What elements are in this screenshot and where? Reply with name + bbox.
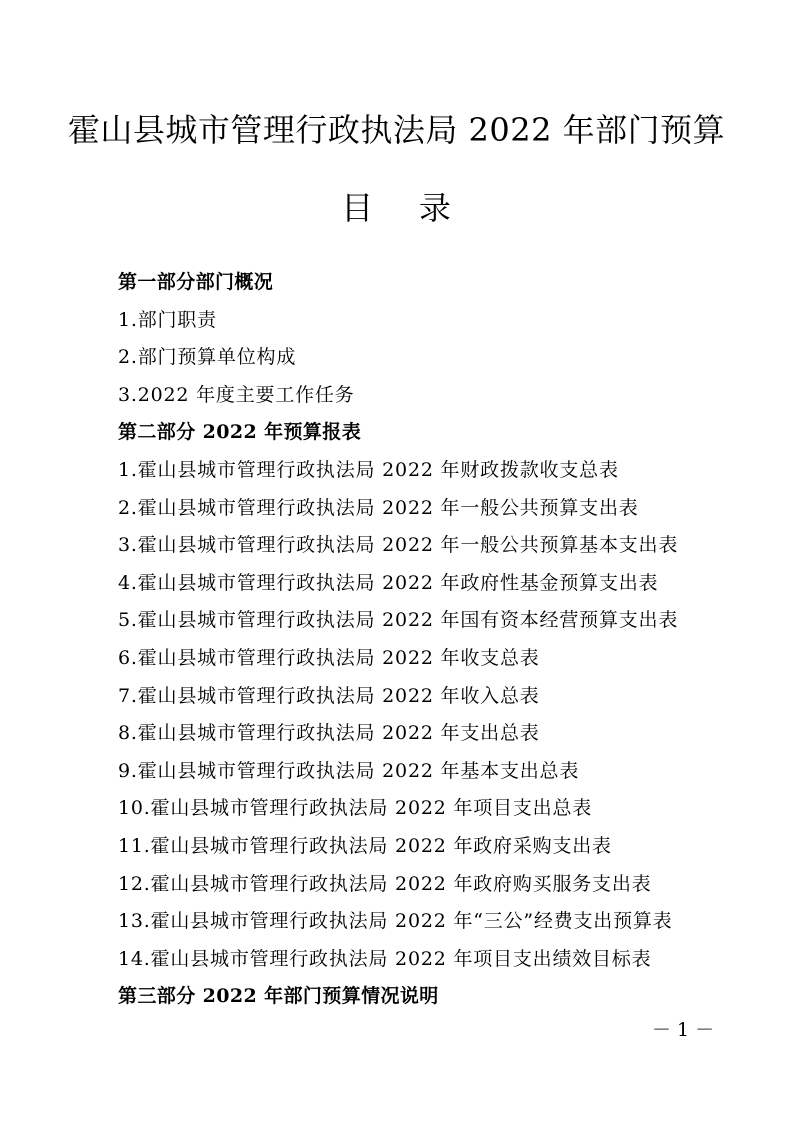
table-of-contents: [118, 264, 758, 1016]
toc-part2-item-2: 2.霍山县城市管理行政执法局 2022 年一般公共预算支出表: [118, 496, 639, 519]
document-title: 霍山县城市管理行政执法局 2022 年部门预算: [67, 111, 726, 149]
toc-part2-item-4: 4.霍山县城市管理行政执法局 2022 年政府性基金预算支出表: [118, 571, 659, 594]
toc-part2-heading: 第二部分 2022 年预算报表: [118, 421, 362, 444]
page-number: － 1 －: [652, 1019, 715, 1041]
toc-part2-item-6: 6.霍山县城市管理行政执法局 2022 年收支总表: [118, 646, 540, 669]
toc-part2-item-1: 1.霍山县城市管理行政执法局 2022 年财政拨款收支总表: [118, 458, 619, 481]
toc-part2-item-9: 9.霍山县城市管理行政执法局 2022 年基本支出总表: [118, 759, 580, 782]
toc-part3-heading: 第三部分 2022 年部门预算情况说明: [118, 985, 439, 1008]
toc-part1-item-2: 2.部门预算单位构成: [118, 346, 297, 369]
toc-heading: 目 录: [341, 189, 452, 227]
toc-part2-item-12: 12.霍山县城市管理行政执法局 2022 年政府购买服务支出表: [118, 872, 652, 895]
toc-part2-item-13: 13.霍山县城市管理行政执法局 2022 年“三公”经费支出预算表: [118, 910, 673, 933]
toc-part2-item-11: 11.霍山县城市管理行政执法局 2022 年政府采购支出表: [118, 834, 612, 857]
toc-part2-item-5: 5.霍山县城市管理行政执法局 2022 年国有资本经营预算支出表: [118, 609, 679, 632]
toc-part2-item-10: 10.霍山县城市管理行政执法局 2022 年项目支出总表: [118, 797, 593, 820]
toc-part2-item-14: 14.霍山县城市管理行政执法局 2022 年项目支出绩效目标表: [118, 947, 652, 970]
toc-part2-item-7: 7.霍山县城市管理行政执法局 2022 年收入总表: [118, 684, 540, 707]
toc-part1-item-1: 1.部门职责: [118, 308, 217, 331]
toc-part2-item-8: 8.霍山县城市管理行政执法局 2022 年支出总表: [118, 722, 540, 745]
toc-part2-item-3: 3.霍山县城市管理行政执法局 2022 年一般公共预算基本支出表: [118, 534, 679, 557]
toc-part1-heading: 第一部分部门概况: [118, 271, 274, 293]
toc-part1-item-3: 3.2022 年度主要工作任务: [118, 383, 355, 406]
